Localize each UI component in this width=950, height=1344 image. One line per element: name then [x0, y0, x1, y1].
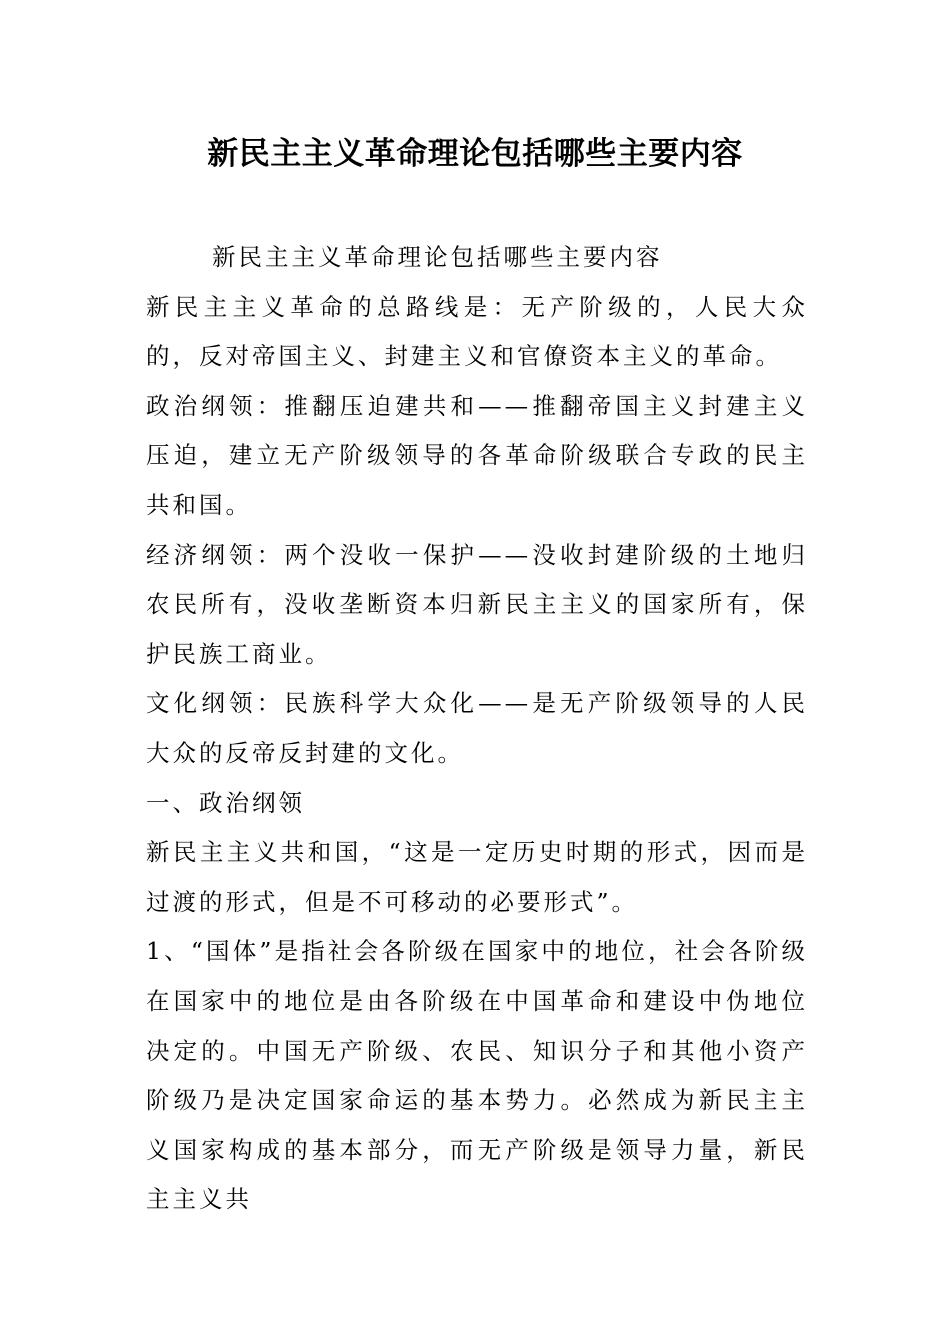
paragraph-general-line: 新民主主义革命的总路线是：无产阶级的，人民大众的，反对帝国主义、封建主义和官僚资本主义的革命。 [146, 292, 808, 371]
document-body [146, 233, 808, 1225]
paragraph-economic-program: 经济纲领：两个没收一保护——没收封建阶级的土地归农民所有，没收垄断资本归新民主主义的国家所有，保护民族工商业。 [146, 540, 808, 668]
document-title: 新民主主义革命理论包括哪些主要内容 [207, 136, 743, 172]
paragraph-republic: 新民主主义共和国，“这是一定历史时期的形式，因而是过渡的形式，但是不可移动的必要形式”。 [146, 838, 808, 916]
paragraph-political-program: 政治纲领：推翻压迫建共和——推翻帝国主义封建主义压迫，建立无产阶级领导的各革命阶级联合专政的民主共和国。 [146, 391, 808, 519]
subtitle-paragraph: 新民主主义革命理论包括哪些主要内容 [212, 243, 663, 271]
section-heading-political: 一、政治纲领 [146, 788, 305, 817]
paragraph-state-system: 1、“国体”是指社会各阶级在国家中的地位，社会各阶级在国家中的地位是由各阶级在中国革命和建设中伪地位决定的。中国无产阶级、农民、知识分子和其他小资产阶级乃是决定国家命运的基本势力。必然成为新民主主义国家构成的基本部分，而无产阶级是领导力量，新民主主义共 [146, 937, 808, 1214]
paragraph-cultural-program: 文化纲领：民族科学大众化——是无产阶级领导的人民大众的反帝反封建的文化。 [146, 689, 808, 767]
